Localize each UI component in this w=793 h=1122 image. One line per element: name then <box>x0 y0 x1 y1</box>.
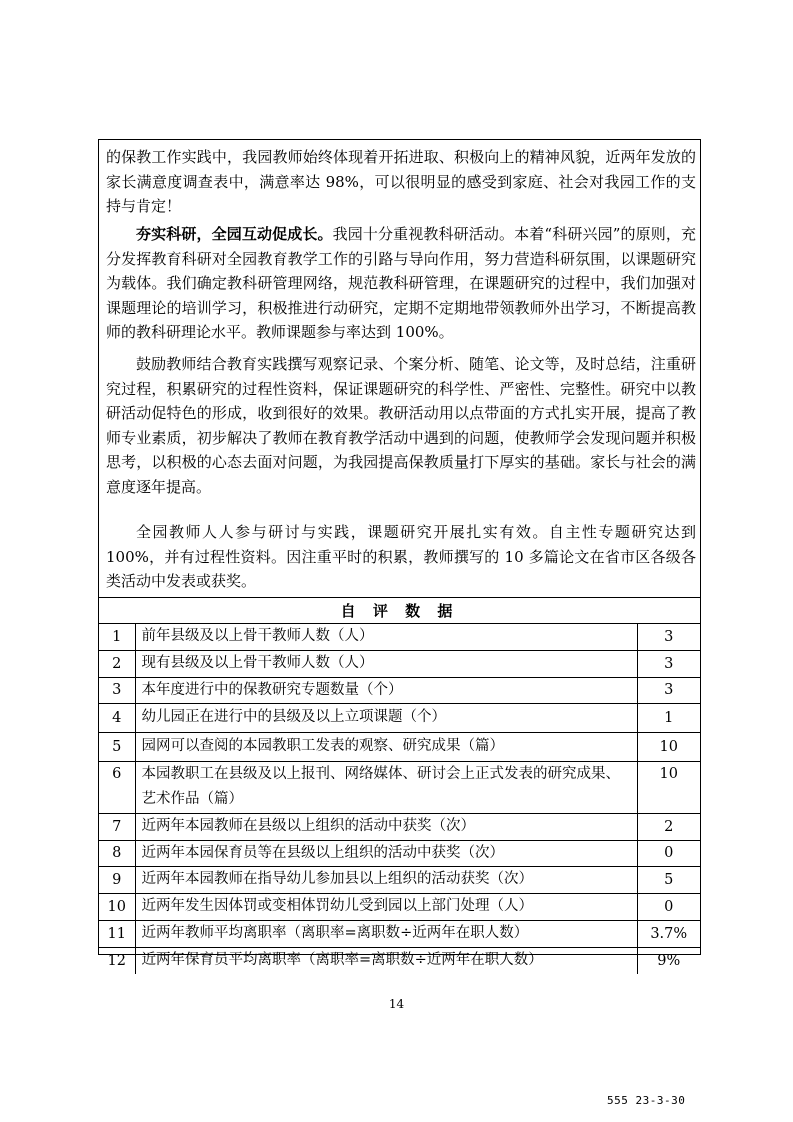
table-row <box>99 866 700 893</box>
paragraph-2 <box>106 222 696 345</box>
row-number: 11 <box>99 920 135 947</box>
row-item: 近两年本园教师在指导幼儿参加县以上组织的活动获奖（次） <box>135 866 637 893</box>
row-value: 5 <box>637 866 700 893</box>
row-value: 9% <box>637 947 700 974</box>
self-evaluation-title: 自 评 数 据 <box>99 598 700 624</box>
paragraph-text: 我园十分重视教科研活动。本着“科研兴园”的原则，充分发挥教育科研对全园教育教学工作的引路与导向作用，努力营造科研氛围，以课题研究为载体。我们确定教科研管理网络，规范教科研管理，在课题研究的过程中，我们加强对课题理论的培训学习，积极推进行动研究，定期不定期地带领教师外出学习，不断提高教师的教科研理论水平。教师课题参与率达到 100%。 <box>106 225 696 341</box>
row-item: 幼儿园正在进行中的县级及以上立项课题（个） <box>135 703 637 732</box>
narrative-cell <box>99 140 700 598</box>
table-row <box>99 947 700 974</box>
table-row <box>99 920 700 947</box>
row-value: 3 <box>637 677 700 703</box>
row-item: 前年县级及以上骨干教师人数（人） <box>135 624 637 650</box>
page-number: 14 <box>388 997 405 1011</box>
paragraph-text: 全园教师人人参与研讨与实践，课题研究开展扎实有效。自主性专题研究达到100%，并有过程性资料。因注重平时的积累，教师撰写的 10 多篇论文在省市区各级各类活动中发表或获奖。 <box>106 523 696 590</box>
row-value: 3 <box>637 650 700 677</box>
row-number: 2 <box>99 650 135 677</box>
table-row <box>99 840 700 866</box>
self-evaluation-table <box>99 624 700 974</box>
row-value: 10 <box>637 761 700 813</box>
row-value: 2 <box>637 813 700 840</box>
paragraph-text: 的保教工作实践中，我园教师始终体现着开拓进取、积极向上的精神风貌，近两年发放的家长满意度调查表中，满意率达 98%，可以很明显的感受到家庭、社会对我园工作的支持与肯定！ <box>106 148 696 215</box>
table-row <box>99 677 700 703</box>
table-row <box>99 650 700 677</box>
row-number: 10 <box>99 893 135 920</box>
row-item: 近两年本园保育员等在县级以上组织的活动中获奖（次） <box>135 840 637 866</box>
row-item: 现有县级及以上骨干教师人数（人） <box>135 650 637 677</box>
paragraph-lead: 夯实科研，全园互动促成长。 <box>136 225 333 243</box>
row-item: 本园教职工在县级及以上报刊、网络媒体、研讨会上正式发表的研究成果、艺术作品（篇） <box>135 761 637 813</box>
row-number: 8 <box>99 840 135 866</box>
table-row <box>99 761 700 813</box>
row-value: 1 <box>637 703 700 732</box>
paragraph-1 <box>106 145 696 219</box>
row-number: 6 <box>99 761 135 813</box>
row-item: 近两年本园教师在县级以上组织的活动中获奖（次） <box>135 813 637 840</box>
paragraph-4 <box>106 520 696 594</box>
paragraph-text: 鼓励教师结合教育实践撰写观察记录、个案分析、随笔、论文等，及时总结，注重研究过程，积累研究的过程性资料，保证课题研究的科学性、严密性、完整性。研究中以教研活动促特色的形成，收到很好的效果。教研活动用以点带面的方式扎实开展，提高了教师专业素质，初步解决了教师在教育教学活动中遇到的问题，使教师学会发现问题并积极思考，以积极的心态去面对问题，为我园提高保教质量打下厚实的基础。家长与社会的满意度逐年提高。 <box>106 355 696 496</box>
table-row <box>99 732 700 761</box>
row-number: 12 <box>99 947 135 974</box>
table-row <box>99 893 700 920</box>
row-number: 7 <box>99 813 135 840</box>
print-stamp: 555 23-3-30 <box>607 1094 686 1107</box>
row-value: 3 <box>637 624 700 650</box>
row-number: 1 <box>99 624 135 650</box>
row-number: 4 <box>99 703 135 732</box>
row-value: 0 <box>637 893 700 920</box>
table-row <box>99 624 700 650</box>
paragraph-3 <box>106 352 696 499</box>
table-row <box>99 813 700 840</box>
row-item: 近两年教师平均离职率（离职率=离职数÷近两年在职人数） <box>135 920 637 947</box>
row-value: 3.7% <box>637 920 700 947</box>
row-item: 园网可以查阅的本园教职工发表的观察、研究成果（篇） <box>135 732 637 761</box>
table-row <box>99 703 700 732</box>
row-value: 10 <box>637 732 700 761</box>
row-value: 0 <box>637 840 700 866</box>
row-item: 近两年保育员平均离职率（离职率=离职数÷近两年在职人数） <box>135 947 637 974</box>
row-number: 5 <box>99 732 135 761</box>
document-frame <box>98 139 701 969</box>
row-number: 3 <box>99 677 135 703</box>
row-item: 近两年发生因体罚或变相体罚幼儿受到园以上部门处理（人） <box>135 893 637 920</box>
row-number: 9 <box>99 866 135 893</box>
row-item: 本年度进行中的保教研究专题数量（个） <box>135 677 637 703</box>
